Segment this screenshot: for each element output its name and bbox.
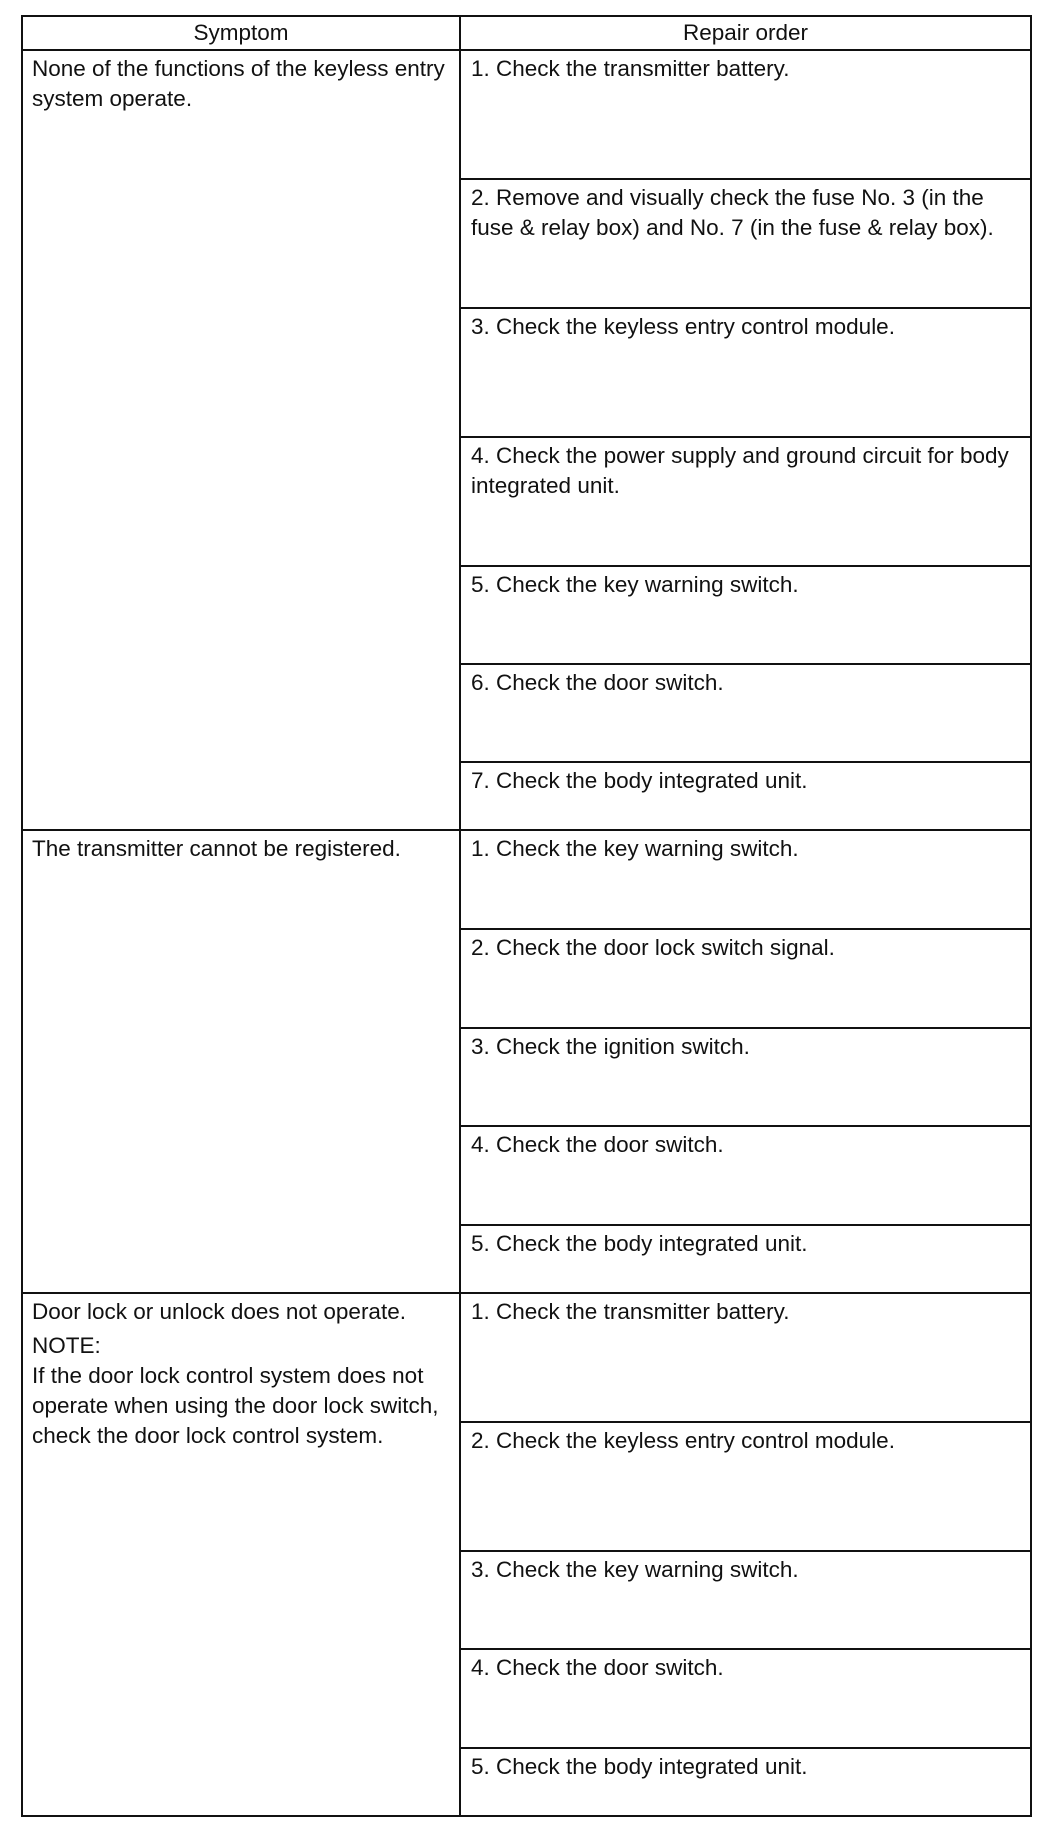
note-text: If the door lock control system does not operate when using the door lock switch, check the door lock control system. [32,1363,439,1448]
repair-step: 5. Check the body integrated unit. [460,1748,1031,1816]
symptom-repair-table [21,15,1032,1817]
symptom-cell [22,1293,460,1816]
repair-order-table-wrap [21,15,1030,1817]
repair-step: 1. Check the key warning switch. [460,830,1031,929]
repair-step: 7. Check the body integrated unit. [460,762,1031,830]
table-row [22,50,1031,179]
table-row [22,830,1031,929]
symptom-cell [22,50,460,830]
repair-step: 6. Check the door switch. [460,664,1031,762]
symptom-text: Door lock or unlock does not operate. [32,1299,406,1324]
repair-step: 1. Check the transmitter battery. [460,1293,1031,1422]
repair-order-column-header: Repair order [460,16,1031,50]
note-label: NOTE: [32,1333,101,1358]
repair-step: 4. Check the power supply and ground circuit for body integrated unit. [460,437,1031,566]
repair-step: 3. Check the ignition switch. [460,1028,1031,1126]
repair-step: 2. Check the keyless entry control module. [460,1422,1031,1551]
repair-step: 3. Check the keyless entry control module. [460,308,1031,437]
repair-step: 1. Check the transmitter battery. [460,50,1031,179]
symptom-text: None of the functions of the keyless entry system operate. [32,56,445,111]
symptom-cell [22,830,460,1293]
header-row [22,16,1031,50]
repair-step: 3. Check the key warning switch. [460,1551,1031,1649]
table-row [22,1293,1031,1422]
repair-step: 4. Check the door switch. [460,1649,1031,1748]
repair-step: 5. Check the body integrated unit. [460,1225,1031,1293]
symptom-column-header: Symptom [22,16,460,50]
repair-step: 2. Check the door lock switch signal. [460,929,1031,1028]
repair-step: 5. Check the key warning switch. [460,566,1031,664]
repair-step: 2. Remove and visually check the fuse No. 3 (in the fuse & relay box) and No. 7 (in the fuse & relay box). [460,179,1031,308]
repair-step: 4. Check the door switch. [460,1126,1031,1225]
symptom-text: The transmitter cannot be registered. [32,836,401,861]
